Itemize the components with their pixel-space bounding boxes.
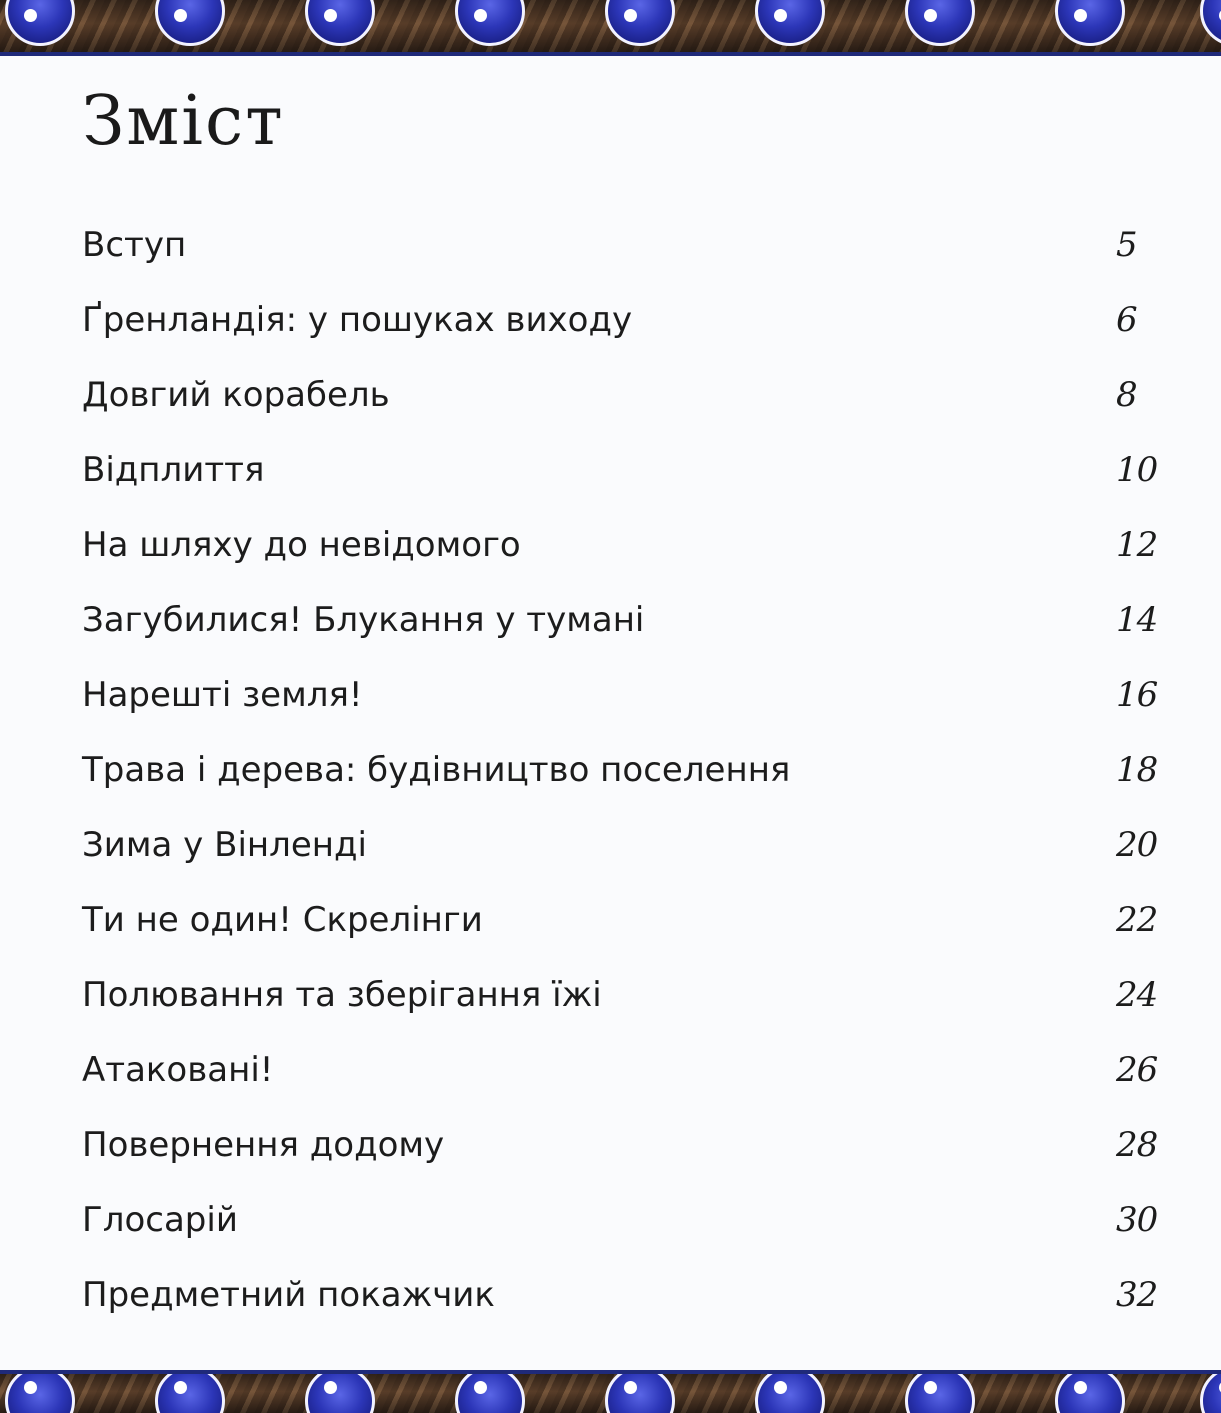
medallion-ornament xyxy=(5,1370,75,1413)
toc-entry-page: 26 xyxy=(1116,1049,1158,1090)
toc-entry-page: 20 xyxy=(1116,824,1158,865)
toc-entry[interactable] xyxy=(82,507,1162,582)
medallion-ornament xyxy=(305,1370,375,1413)
toc-entry-page: 18 xyxy=(1116,749,1158,790)
toc-entry[interactable] xyxy=(82,582,1162,657)
toc-entry[interactable] xyxy=(82,207,1162,282)
toc-entry-page: 16 xyxy=(1116,674,1158,715)
toc-entry-title: Довгий корабель xyxy=(82,374,390,415)
medallion-ornament xyxy=(155,1370,225,1413)
toc-entry[interactable] xyxy=(82,432,1162,507)
medallion-ornament xyxy=(1055,0,1125,46)
toc-entry-title: Зима у Вінленді xyxy=(82,824,367,865)
toc-entry-page: 6 xyxy=(1116,299,1137,340)
toc-entry-page: 14 xyxy=(1116,599,1158,640)
toc-entry[interactable] xyxy=(82,807,1162,882)
toc-entry-title: Полювання та зберігання їжі xyxy=(82,974,602,1015)
medallion-ornament xyxy=(755,1370,825,1413)
toc-entry-title: На шляху до невідомого xyxy=(82,524,521,565)
medallion-ornament xyxy=(605,0,675,46)
toc-entry-page: 10 xyxy=(1116,449,1158,490)
page-title: Зміст xyxy=(82,82,285,161)
toc-entry-title: Загубилися! Блукання у тумані xyxy=(82,599,645,640)
medallion-ornament xyxy=(5,0,75,46)
toc-entry[interactable] xyxy=(82,957,1162,1032)
toc-entry[interactable] xyxy=(82,882,1162,957)
toc-entry-page: 8 xyxy=(1116,374,1137,415)
toc-entry[interactable] xyxy=(82,657,1162,732)
toc-entry-title: Відплиття xyxy=(82,449,265,490)
medallion-ornament xyxy=(755,0,825,46)
toc-entry-title: Ґренландія: у пошуках виходу xyxy=(82,299,633,340)
medallion-ornament xyxy=(455,0,525,46)
toc-entry-title: Глосарій xyxy=(82,1199,238,1240)
toc-entry-title: Ти не один! Скрелінги xyxy=(82,899,483,940)
medallion-ornament xyxy=(155,0,225,46)
medallion-ornament xyxy=(905,0,975,46)
toc-entry-page: 22 xyxy=(1116,899,1158,940)
toc-entry-title: Вступ xyxy=(82,224,187,265)
toc-entry-title: Повернення додому xyxy=(82,1124,445,1165)
medallion-ornament xyxy=(905,1370,975,1413)
medallion-ornament xyxy=(605,1370,675,1413)
toc-entry-page: 24 xyxy=(1116,974,1158,1015)
medallion-ornament xyxy=(1200,0,1221,46)
toc-entry-title: Трава і дерева: будівництво поселення xyxy=(82,749,791,790)
toc-entry[interactable] xyxy=(82,1032,1162,1107)
table-of-contents xyxy=(82,207,1162,1332)
toc-entry[interactable] xyxy=(82,357,1162,432)
toc-entry[interactable] xyxy=(82,1107,1162,1182)
toc-entry-page: 32 xyxy=(1116,1274,1158,1315)
medallion-ornament xyxy=(1055,1370,1125,1413)
toc-entry-title: Предметний покажчик xyxy=(82,1274,495,1315)
toc-entry[interactable] xyxy=(82,732,1162,807)
medallion-ornament xyxy=(305,0,375,46)
toc-entry-page: 5 xyxy=(1116,224,1137,265)
bottom-decorative-border xyxy=(0,1370,1221,1413)
toc-entry[interactable] xyxy=(82,1182,1162,1257)
toc-entry[interactable] xyxy=(82,282,1162,357)
medallion-ornament xyxy=(1200,1370,1221,1413)
toc-entry-page: 30 xyxy=(1116,1199,1158,1240)
medallion-ornament xyxy=(455,1370,525,1413)
toc-entry-page: 12 xyxy=(1116,524,1158,565)
toc-entry[interactable] xyxy=(82,1257,1162,1332)
toc-entry-title: Атаковані! xyxy=(82,1049,274,1090)
top-decorative-border xyxy=(0,0,1221,56)
toc-entry-page: 28 xyxy=(1116,1124,1158,1165)
toc-entry-title: Нарешті земля! xyxy=(82,674,363,715)
